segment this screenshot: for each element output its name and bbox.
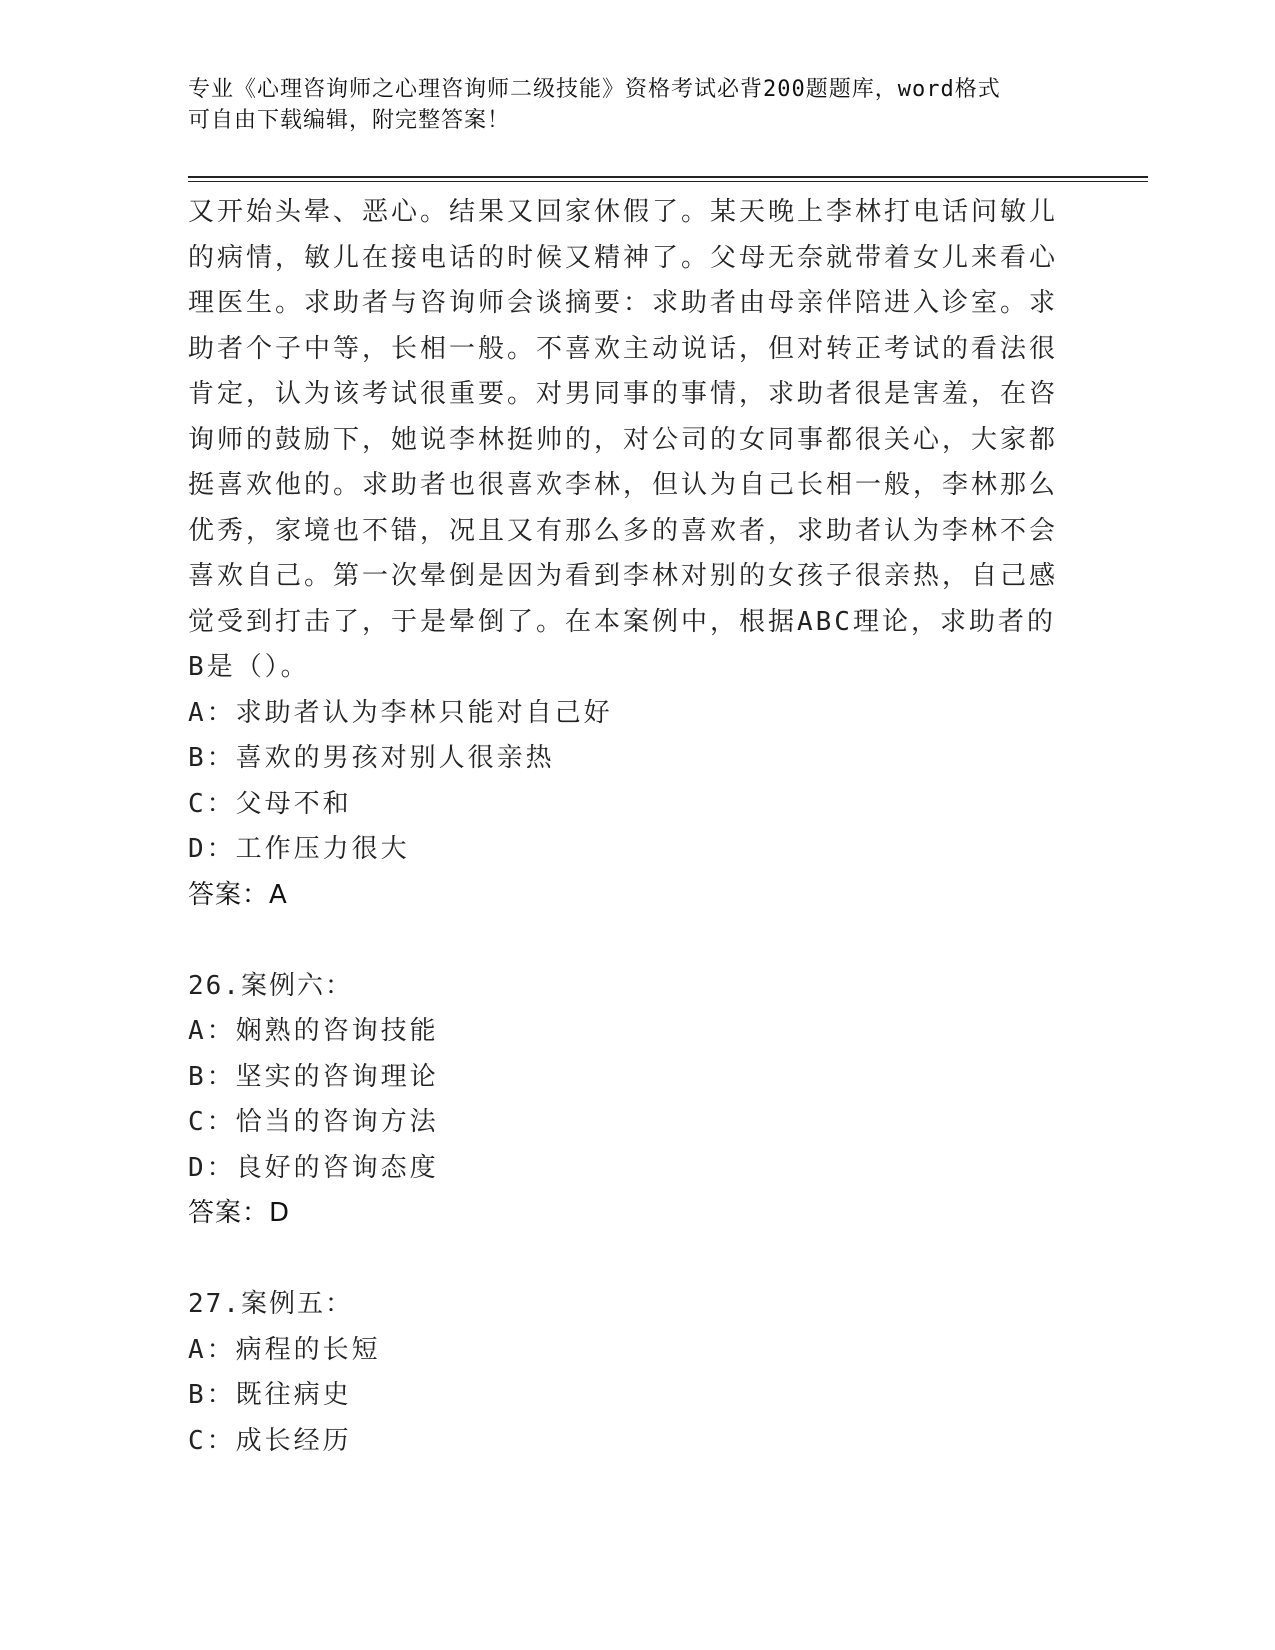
option-a: A：病程的长短	[188, 1334, 381, 1365]
question-26	[188, 964, 1068, 1237]
option-a: A：求助者认为李林只能对自己好	[188, 697, 613, 728]
question-text-line: 肯定，认为该考试很重要。对男同事的事情，求助者很是害羞，在咨	[188, 379, 1059, 409]
question-title: 26.案例六：	[188, 970, 353, 1001]
question-text-line: B是（）。	[188, 652, 310, 682]
question-spacer	[188, 1237, 1068, 1283]
option-c: C：恰当的咨询方法	[188, 1107, 439, 1137]
option-b: B：喜欢的男孩对别人很亲热	[188, 743, 555, 773]
option-c: C：父母不和	[188, 788, 352, 819]
option-b: B：既往病史	[188, 1380, 352, 1410]
header-rule-thick	[188, 176, 1148, 178]
document-body	[188, 190, 1068, 1464]
answer-line: 答案：D	[188, 1198, 291, 1228]
question-text-line: 又开始头晕、恶心。结果又回家休假了。某天晚上李林打电话问敏儿	[188, 197, 1059, 227]
question-text-line: 助者个子中等，长相一般。不喜欢主动说话，但对转正考试的看法很	[188, 333, 1059, 364]
question-text-line: 理医生。求助者与咨询师会谈摘要：求助者由母亲伴陪进入诊室。求	[188, 288, 1059, 318]
page-header	[188, 74, 1068, 136]
header-rule-thin	[188, 181, 1148, 182]
option-b: B：坚实的咨询理论	[188, 1061, 439, 1092]
question-text-line: 询师的鼓励下，她说李林挺帅的，对公司的女同事都很关心，大家都	[188, 424, 1059, 455]
question-text-line: 的病情，敏儿在接电话的时候又精神了。父母无奈就带着女儿来看心	[188, 242, 1059, 273]
question-25	[188, 190, 1068, 918]
answer-line: 答案：A	[188, 879, 288, 910]
option-d: D：工作压力很大	[188, 834, 410, 864]
option-d: D：良好的咨询态度	[188, 1152, 439, 1183]
question-title: 27.案例五：	[188, 1289, 353, 1319]
question-27	[188, 1282, 1068, 1464]
question-text-line: 喜欢自己。第一次晕倒是因为看到李林对别的女孩子很亲热，自己感	[188, 561, 1059, 591]
option-a: A：娴熟的咨询技能	[188, 1016, 439, 1046]
question-text-line: 觉受到打击了，于是晕倒了。在本案例中，根据ABC理论，求助者的	[188, 606, 1056, 637]
header-line-1: 专业《心理咨询师之心理咨询师二级技能》资格考试必背200题题库，word格式	[188, 77, 1001, 102]
question-text-line: 挺喜欢他的。求助者也很喜欢李林，但认为自己长相一般，李林那么	[188, 470, 1059, 500]
question-spacer	[188, 918, 1068, 964]
option-c: C：成长经历	[188, 1425, 352, 1456]
question-text-line: 优秀，家境也不错，况且又有那么多的喜欢者，求助者认为李林不会	[188, 515, 1059, 546]
header-line-2: 可自由下载编辑，附完整答案！	[188, 108, 511, 133]
